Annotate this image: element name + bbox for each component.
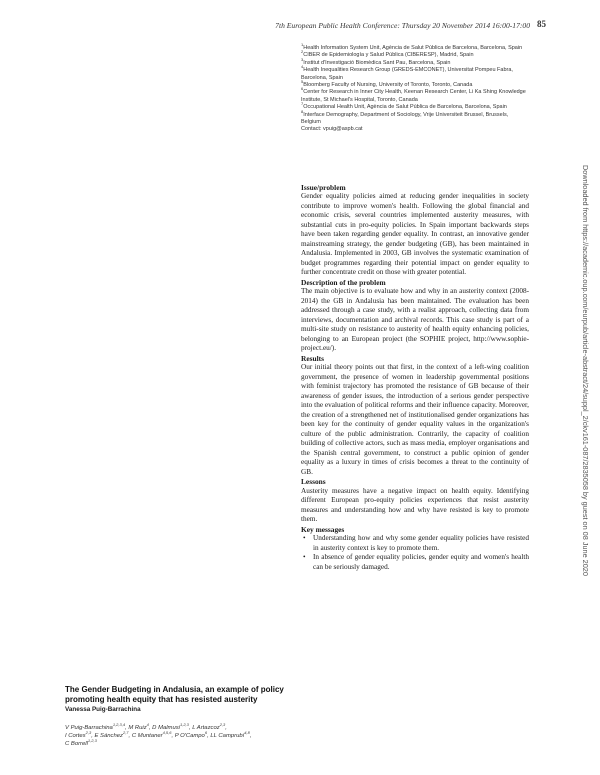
description-heading: Description of the problem <box>301 277 386 287</box>
author: M Ruiz$^4$, <box>128 721 153 731</box>
affiliation: $^8$Interface Demography, Department of Sociology, Vrije Universiteit Brussel, Brussels, Belgium <box>301 108 509 126</box>
author: C Borrell$^{1,2,3}$ <box>65 738 97 748</box>
affiliations-block <box>301 42 529 134</box>
author: P O'Campo$^6$, <box>174 730 211 739</box>
bullet-icon: • <box>303 553 306 562</box>
author-list <box>65 721 285 749</box>
affiliation: $^6$Center for Research in Inner City Health, Keenan Research Center, Li Ka Shing Knowledge Institute, St Michael's Hospital, Toronto, Canada <box>301 86 526 103</box>
issue-heading: Issue/problem <box>301 183 346 192</box>
article-title: The Gender Budgeting in Andalusia, an example of policy promoting health equity that has resisted austerity <box>65 685 284 704</box>
key-message-item: • In absence of gender equality policies, gender equity and women's health can be seriously damaged. <box>303 553 529 571</box>
page-number: 85 <box>537 19 546 29</box>
lessons-text: Austerity measures have a negative impact on health equity. Identifying different European pro-equity policies experiences that resist austerity measures and understanding how and why have resisted is key to promote them. <box>301 486 529 524</box>
affiliation: $^7$Occupational Health Unit, Agència de Salut Pública de Barcelona, Barcelona, Spain <box>301 101 507 111</box>
author: V Puig-Barrachina$^{1,2,3,4}$, <box>65 721 129 731</box>
author: D Malmusi$^{1,2,3}$, <box>152 721 193 731</box>
description-text: The main objective is to evaluate how and why in an austerity context (2008-2014) the GB in Andalusia has been maintained. The evaluation has been addressed through a case study, with a realist approach, collecting data from interviews, documentation and archival records. This case study is part of a multi-site study on resistance to austerity of health equity enhancing policies, belonging to an European project (the SOPHIE project, http://www.sophie-project.eu/). <box>301 287 529 353</box>
bullet-icon: • <box>303 534 306 543</box>
affiliation: $^4$Health Inequalities Research Group (GREDS-EMCONET), Universitat Pompeu Fabra, Barcelona, Spain <box>301 64 513 81</box>
results-text: Our initial theory points out that first, in the context of a left-wing coalition government, the presence of women in leadership governmental positions with feminist trajectory has promoted the resistance of GB because of their awareness of gender issues, the introduction of a serious gender perspective into the evaluation of political reforms and their influence capacity. Moreover, the creation of a strengthened net of institutionalised gender organizations has been key for the continuity of gender equality values in the organization's culture of the public administration. Contrarily, the capacity of coalition building of collective actors, such as mass media, employer organisations and the Spanish central government, to construct a public opinion of gender equality as a luxury in times of crisis becomes a threat to the continuity of GB. <box>301 363 529 476</box>
results-heading: Results <box>301 353 324 363</box>
author: I Cortes$^{2,3}$, <box>65 730 95 739</box>
author: C Muntaner$^{4,5,6}$, <box>131 730 175 739</box>
author: L Artazcoz$^{2,3}$, <box>192 721 227 731</box>
author: LL Camprubí$^{4,8}$, <box>210 730 252 739</box>
presenter-name: Vanessa Puig-Barrachina <box>65 705 141 713</box>
abstract-body <box>301 183 529 572</box>
lessons-heading: Lessons <box>301 477 326 487</box>
next-article <box>65 685 285 749</box>
key-messages-list <box>301 534 529 572</box>
affiliation: $^2$CIBER de Epidemiología y Salud Pública (CIBERESP), Madrid, Spain <box>301 49 474 59</box>
author: E Sánchez$^{2,7}$, <box>94 730 132 739</box>
contact-line: Contact: vpuig@aspb.cat <box>301 126 363 133</box>
affiliation: $^1$Health Information System Unit, Agència de Salut Pública de Barcelona, Barcelona, Spain <box>301 42 523 51</box>
key-messages-heading: Key messages <box>301 524 345 534</box>
key-message-item: • Understanding how and why some gender equality policies have resisted in austerity context is key to promote them. <box>303 534 529 552</box>
affiliation: $^5$Bloomberg Faculty of Nursing, University of Toronto, Toronto, Canada <box>301 79 473 89</box>
running-head: 7th European Public Health Conference: Thursday 20 November 2014 16:00-17:00 <box>275 21 530 30</box>
download-watermark: Downloaded from https://academic.oup.com/eurpub/article-abstract/24/suppl_2/ckv161-087/2835058 by guest on 08 June 2020 <box>581 165 590 576</box>
issue-text: Gender equality policies aimed at reducing gender inequalities in society contribute to improve women's health. Following the global financial and economic crisis, several countries implemented austerity measures, with substantial cuts in pro-equity policies. In Spain important backwards steps have been taken regarding gender equality. In contrast, an innovative gender mainstreaming strategy, the gender budgeting (GB), has been maintained in Andalusia. Implemented in 2003, GB involves the systematic examination of budget programmes regarding their potential impact on gender equality to further concentrate credit on those with greater potential. <box>301 192 529 277</box>
affiliation: $^3$Institut d'Investigació Biomèdica Sant Pau, Barcelona, Spain <box>301 56 451 66</box>
